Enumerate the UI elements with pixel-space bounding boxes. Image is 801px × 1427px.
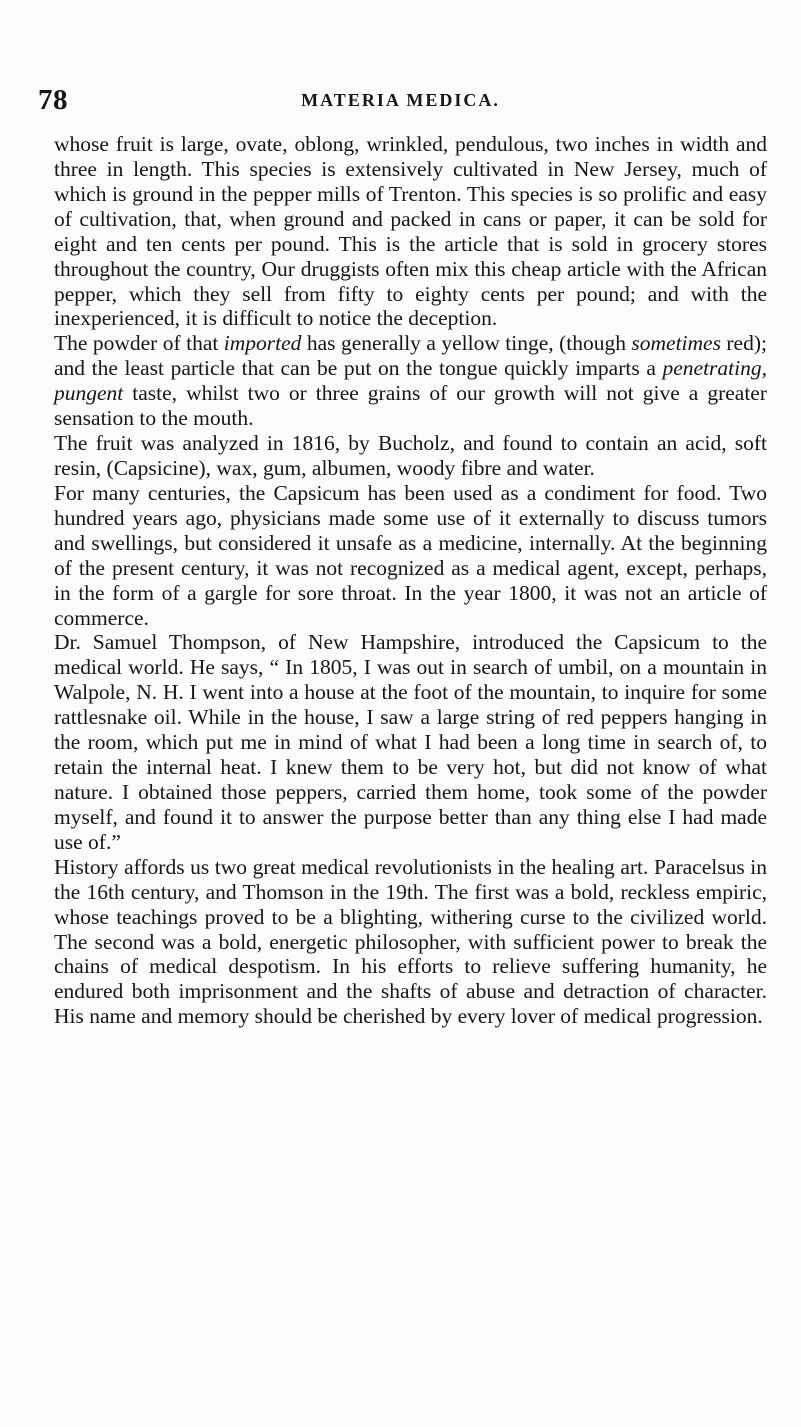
paragraph [54, 481, 767, 631]
text-run: Dr. Samuel Thompson, of New Hampshire, introduced the Capsicum to the medical world. He says, “ In 1805, I was out in search of umbil, on a mountain in Walpole, N. H. I went into a house at the foot of the mountain, to inquire for some rattlesnake oil. While in the house, I saw a large string of red peppers hanging in the room, which put me in mind of what I had been a long time in search of, to retain the internal heat. I knew them to be very hot, but did not know of what nature. I obtained those peppers, carried them home, took some of the powder myself, and found it to answer the purpose better than any thing else I had made use of.” [54, 630, 767, 854]
text-run: has generally a yellow tinge, (though [301, 331, 632, 356]
paragraph [54, 132, 767, 331]
paragraph [54, 331, 767, 431]
text-run: For many centuries, the Capsicum has been used as a condiment for food. Two hundred years ago, physicians made some use of it externally to discuss tumors and swellings, but considered it unsafe as a medicine, internally. At the beginning of the present century, it was not recognized as a medical agent, except, perhaps, in the form of a gargle for sore throat. In the year 1800, it was not an article of commerce. [54, 480, 767, 630]
paragraph [54, 630, 767, 854]
text-run: The powder of that [54, 331, 224, 356]
body-text [54, 132, 767, 1029]
running-head [38, 84, 763, 114]
text-run: The fruit was analyzed in 1816, by Bucholz, and found to contain an acid, soft resin, (Capsicine), wax, gum, albumen, woody fibre and water. [54, 431, 767, 480]
text-run: taste, whilst two or three grains of our growth will not give a greater sensation to the mouth. [54, 381, 767, 431]
paragraph [54, 431, 767, 481]
text-run: whose fruit is large, ovate, oblong, wrinkled, pendulous, two inches in width and three in length. This species is extensively cultivated in New Jersey, much of which is ground in the pepper mills of Trenton. This species is so prolific and easy of cultivation, that, when ground and packed in cans or paper, it can be sold for eight and ten cents per pound. This is the article that is sold in grocery stores throughout the country, Our druggists often mix this cheap article with the African pepper, which they sell from fifty to eighty cents per pound; and with the inexperienced, it is difficult to notice the deception. [54, 132, 767, 331]
italic-text: imported [223, 331, 302, 356]
italic-text: penetrating, pungent [54, 356, 767, 406]
page-number: 78 [38, 84, 68, 116]
paragraph [54, 855, 767, 1029]
text-run: History affords us two great medical revolutionists in the healing art. Paracelsus in the 16th century, and Thomson in the 19th. The first was a bold, reckless empiric, whose teachings proved to be a blighting, withering curse to the civilized world. The second was a bold, energetic philosopher, with sufficient power to break the chains of medical despotism. In his efforts to relieve suffering humanity, he endured both imprisonment and the shafts of abuse and detraction of character. His name and memory should be cherished by every lover of medical progression. [54, 854, 767, 1029]
running-title: MATERIA MEDICA. [301, 90, 500, 110]
text-run: red); and the least particle that can be put on the tongue quickly imparts a [54, 331, 767, 381]
italic-text: sometimes [631, 331, 721, 356]
